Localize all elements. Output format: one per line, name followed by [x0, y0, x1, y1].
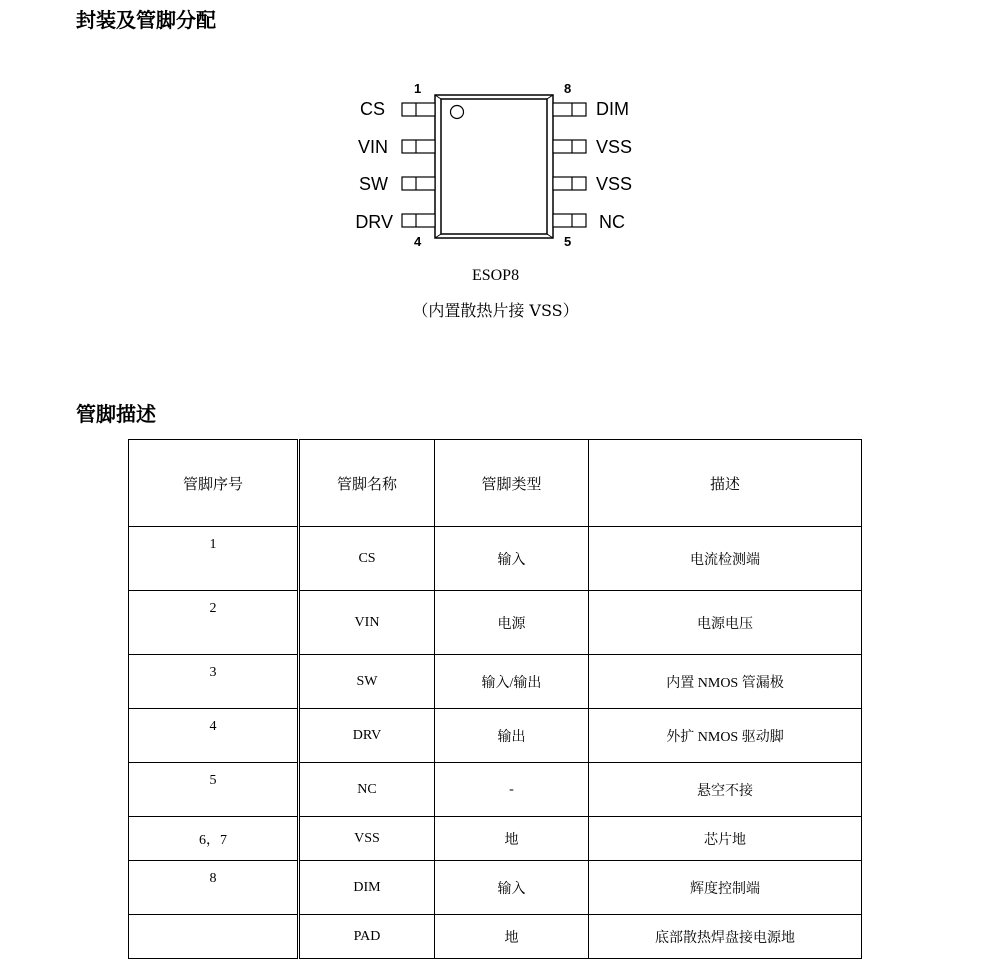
pin-label-vss-2: VSS [596, 174, 633, 194]
pin-label-sw: SW [359, 174, 388, 194]
cell-description: 电源电压 [589, 591, 862, 655]
cell-pin-number: 3 [129, 655, 299, 709]
table-row [129, 527, 862, 591]
package-name: ESOP8 [471, 267, 520, 284]
cell-pin-number: 1 [129, 527, 299, 591]
pin-label-dim: DIM [596, 99, 629, 119]
right-pins [553, 103, 586, 227]
pin-description-table [128, 439, 862, 959]
header-description: 描述 [589, 440, 862, 527]
table-row [129, 817, 862, 861]
cell-pin-type: 输入/输出 [435, 655, 589, 709]
pin-label-nc: NC [599, 212, 625, 232]
pin-number-top-right: 8 [564, 81, 572, 96]
table-row [129, 591, 862, 655]
pin-number-bottom-left: 4 [414, 234, 422, 249]
section-title-pin-description: 管脚描述 [76, 402, 156, 426]
cell-pin-type: - [435, 763, 589, 817]
cell-pin-number: 5 [129, 763, 299, 817]
cell-description: 芯片地 [589, 817, 862, 861]
cell-pin-name: DRV [299, 709, 435, 763]
table-header-row [129, 440, 862, 527]
cell-description: 电流检测端 [589, 527, 862, 591]
cell-pin-number: 2 [129, 591, 299, 655]
pin-label-cs: CS [359, 99, 385, 119]
cell-pin-number [129, 915, 299, 959]
cell-pin-number: 6，7 [129, 817, 299, 861]
cell-pin-type: 地 [435, 817, 589, 861]
table-row [129, 709, 862, 763]
cell-pin-type: 输入 [435, 527, 589, 591]
table-row [129, 861, 862, 915]
section-title-package: 封装及管脚分配 [76, 8, 216, 32]
cell-pin-type: 地 [435, 915, 589, 959]
cell-pin-type: 输入 [435, 861, 589, 915]
cell-pin-type: 输出 [435, 709, 589, 763]
cell-pin-name: SW [299, 655, 435, 709]
pin-label-drv: DRV [355, 212, 393, 232]
table-row [129, 915, 862, 959]
cell-pin-type: 电源 [435, 591, 589, 655]
pin1-marker [451, 106, 464, 119]
package-note: （内置散热片接 VSS） [412, 301, 579, 320]
cell-pin-name: VIN [299, 591, 435, 655]
header-pin-type: 管脚类型 [435, 440, 589, 527]
cell-description: 底部散热焊盘接电源地 [589, 915, 862, 959]
cell-pin-name: CS [299, 527, 435, 591]
cell-description: 悬空不接 [589, 763, 862, 817]
pin-number-top-left: 1 [414, 81, 422, 96]
cell-pin-name: VSS [299, 817, 435, 861]
esop8-package-diagram [340, 80, 660, 250]
header-pin-number: 管脚序号 [129, 440, 299, 527]
cell-pin-number: 8 [129, 861, 299, 915]
pin-number-bottom-right: 5 [564, 234, 572, 249]
cell-description: 外扩 NMOS 驱动脚 [589, 709, 862, 763]
table-row [129, 655, 862, 709]
cell-description: 内置 NMOS 管漏极 [589, 655, 862, 709]
cell-description: 辉度控制端 [589, 861, 862, 915]
header-pin-name: 管脚名称 [299, 440, 435, 527]
table-row [129, 763, 862, 817]
cell-pin-name: DIM [299, 861, 435, 915]
left-pins [402, 103, 435, 227]
cell-pin-number: 4 [129, 709, 299, 763]
cell-pin-name: NC [299, 763, 435, 817]
pin-label-vss-1: VSS [596, 137, 633, 157]
cell-pin-name: PAD [299, 915, 435, 959]
pin-label-vin: VIN [357, 137, 388, 157]
